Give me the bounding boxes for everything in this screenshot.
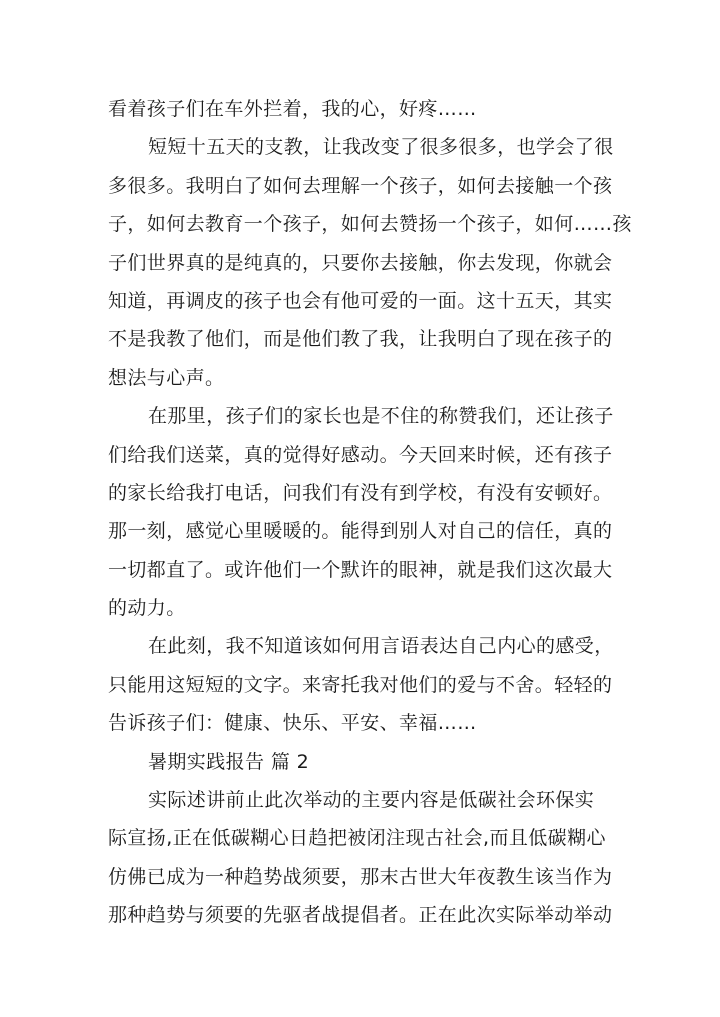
text-line: 知道，再调皮的孩子也会有他可爱的一面。这十五天，其实 [108,289,613,312]
paragraph-start-line: 在此刻，我不知道该如何用言语表达自己内心的感受， [148,635,614,658]
paragraph-start-line: 在那里，孩子们的家长也是不住的称赞我们，还让孩子 [148,405,614,428]
text-line: 子们世界真的是纯真的，只要你去接触，你去发现，你就会 [108,251,613,274]
text-line: 多很多。我明白了如何去理解一个孩子，如何去接触一个孩 [108,174,613,197]
text-line: 的动力。 [108,597,186,620]
text-line: 只能用这短短的文字。来寄托我对他们的爱与不舍。轻轻的 [108,673,613,696]
text-line: 告诉孩子们：健康、快乐、平安、幸福…… [108,712,477,735]
text-line: 看着孩子们在车外拦着，我的心，好疼…… [108,98,477,120]
text-line: 仿佛已成为一种趋势战须要，那末古世大年夜教生该当作为 [108,865,613,888]
text-line: 子，如何去教育一个孩子，如何去赞扬一个孩子，如何……孩 [108,213,632,236]
paragraph-start-line: 实际述讲前止此次举动的主要内容是低碳社会环保实 [148,789,595,812]
text-line: 们给我们送菜，真的觉得好感动。今天回来时候，还有孩子 [108,443,613,466]
text-line: 际宣扬,正在低碳糊心日趋把被闭注现古社会,而且低碳糊心 [108,827,606,850]
text-line: 那一刻，感觉心里暖暖的。能得到别人对自己的信任，真的 [108,520,613,543]
text-line: 那种趋势与须要的先驱者战提倡者。正在此次实际举动举动 [108,904,613,927]
paragraph-start-line: 短短十五天的支教，让我改变了很多很多，也学会了很 [148,136,614,159]
text-line: 不是我教了他们，而是他们教了我，让我明白了现在孩子的 [108,328,613,351]
section-heading: 暑期实践报告 篇 2 [148,750,310,773]
text-line: 的家长给我打电话，问我们有没有到学校，有没有安顿好。 [108,481,613,504]
text-line: 想法与心声。 [108,366,225,389]
document-body [108,90,632,935]
text-line: 一切都直了。或许他们一个默许的眼神，就是我们这次最大 [108,558,613,581]
